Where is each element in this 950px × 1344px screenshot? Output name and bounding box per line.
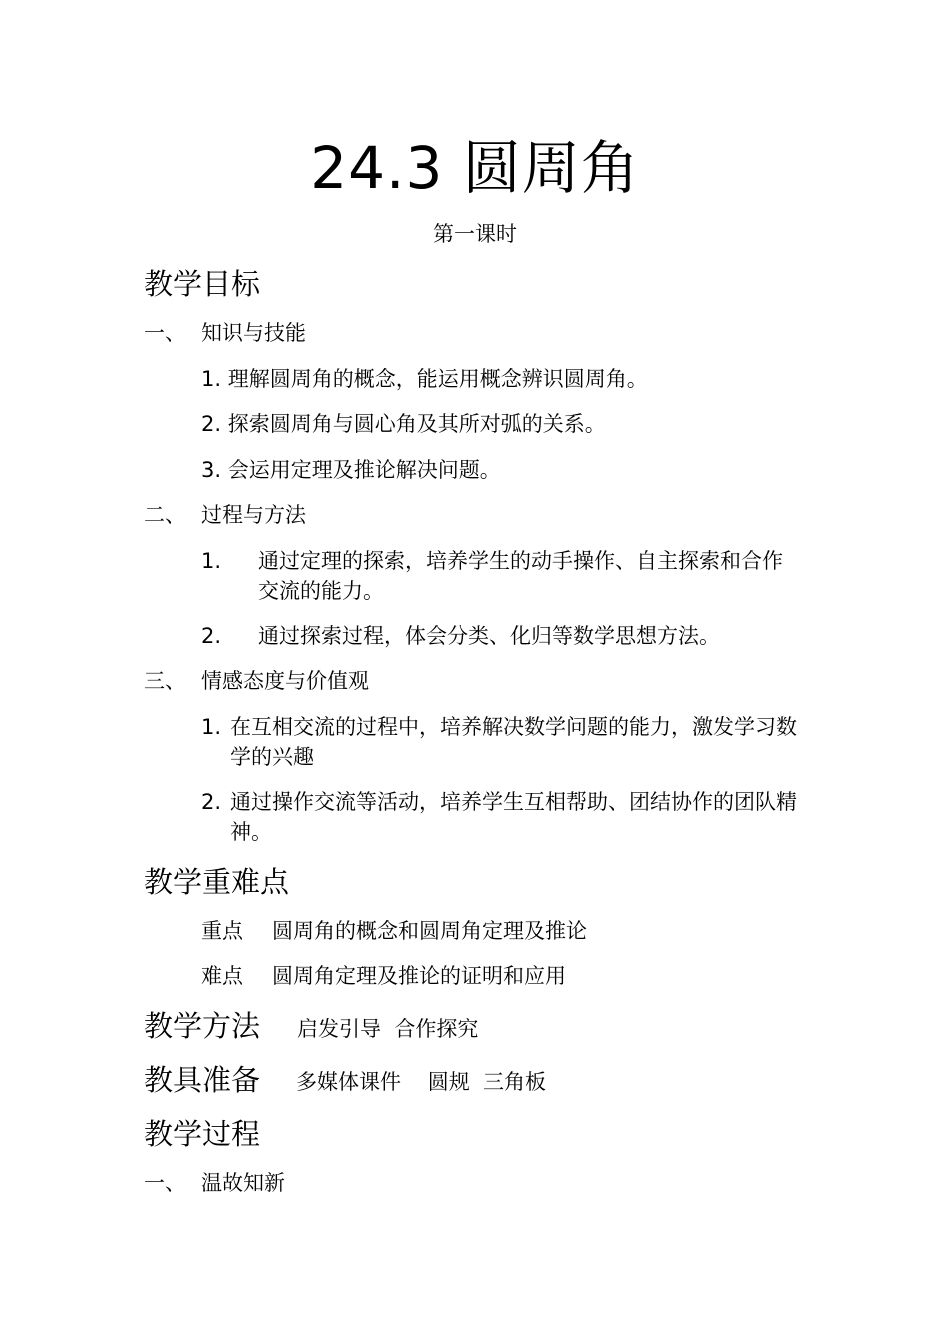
list-item-number: 1.: [201, 549, 222, 573]
section-marker: 三、: [144, 669, 186, 693]
section-label: 情感态度与价值观: [201, 669, 369, 693]
list-item-number: 2.: [201, 790, 222, 814]
objectives-heading: 教学目标: [144, 267, 261, 301]
list-item: 2. 探索圆周角与圆心角及其所对弧的关系。: [201, 412, 606, 436]
list-item: 1. 理解圆周角的概念，能运用概念辨识圆周角。: [201, 367, 648, 391]
keypoint-text: 圆周角的概念和圆周角定理及推论: [272, 919, 587, 943]
section-marker: 一、: [144, 1171, 186, 1195]
list-item-number: 2.: [201, 624, 222, 648]
method-heading: 教学方法: [144, 1009, 261, 1043]
keypoint-label: 难点: [201, 964, 243, 988]
list-item-text: 通过定理的探索，培养学生的动手操作、自主探索和合作交流的能力。: [258, 549, 783, 603]
list-item-text: 通过探索过程，体会分类、化归等数学思想方法。: [258, 624, 720, 648]
keypoints-heading: 教学重难点: [144, 865, 290, 899]
section-label: 温故知新: [201, 1171, 285, 1195]
method-text: 启发引导 合作探究: [297, 1017, 479, 1041]
tools-heading: 教具准备: [144, 1063, 261, 1097]
list-item-text: 在互相交流的过程中，培养解决数学问题的能力，激发学习数学的兴趣: [230, 715, 797, 769]
list-item: 3. 会运用定理及推论解决问题。: [201, 458, 501, 482]
tools-text: 多媒体课件 圆规 三角板: [296, 1070, 547, 1094]
section-marker: 二、: [144, 503, 186, 527]
section-label: 过程与方法: [201, 503, 306, 527]
section-marker: 一、: [144, 321, 186, 345]
list-item-text: 通过操作交流等活动，培养学生互相帮助、团结协作的团队精神。: [230, 790, 797, 844]
process-heading: 教学过程: [144, 1117, 261, 1151]
section-label: 知识与技能: [201, 321, 306, 345]
list-item-number: 1.: [201, 715, 222, 739]
page-subtitle: 第一课时: [433, 222, 517, 246]
keypoint-text: 圆周角定理及推论的证明和应用: [272, 964, 566, 988]
page-title: 24.3 圆周角: [310, 134, 640, 202]
keypoint-label: 重点: [201, 919, 243, 943]
